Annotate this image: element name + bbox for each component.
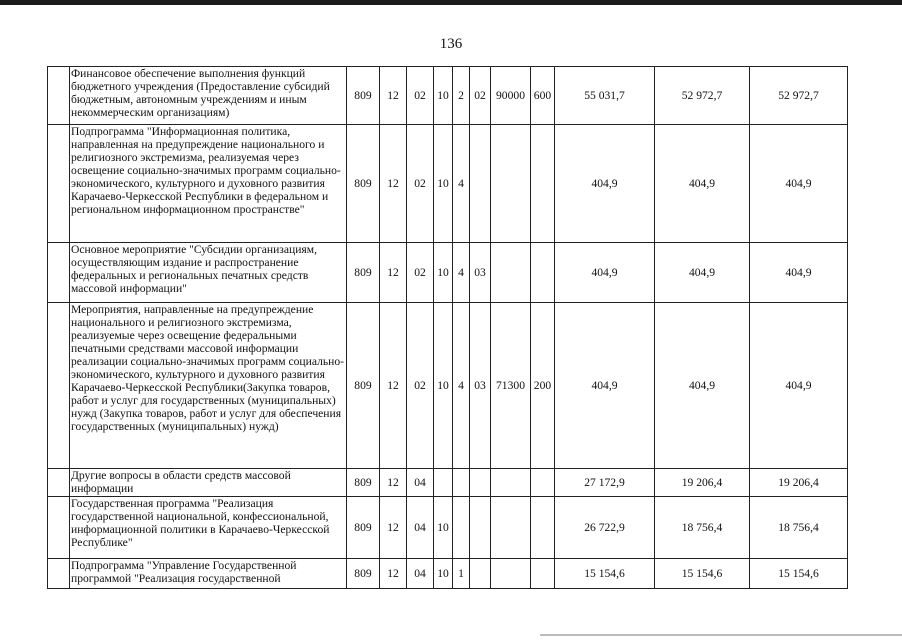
code-cell: 12 (380, 67, 407, 125)
code-cell: 12 (380, 497, 407, 559)
code-cell: 12 (380, 243, 407, 303)
code-cell (491, 469, 531, 497)
code-cell (531, 497, 555, 559)
code-cell: 10 (434, 243, 453, 303)
code-cell (470, 497, 491, 559)
amount-cell: 52 972,7 (655, 67, 750, 125)
bottom-scan-line (540, 634, 902, 636)
code-cell (434, 469, 453, 497)
amount-cell: 404,9 (655, 303, 750, 469)
code-cell: 809 (347, 303, 380, 469)
code-cell: 809 (347, 67, 380, 125)
table-row (48, 243, 848, 303)
code-cell: 10 (434, 67, 453, 125)
code-cell (491, 125, 531, 243)
code-cell: 12 (380, 559, 407, 589)
amount-cell: 404,9 (555, 303, 655, 469)
row-name-cell: Мероприятия, направленные на предупреждение национального и религиозного экстремизма, реализуемые через освещение федеральными печатными средствами массовой информации реализации социально-значимых программ социально-экономического, культурного и духовного развития Карачаево-Черкесской Республики(Закупка товаров, работ и услуг для государственных (муниципальных) нужд (Закупка товаров, работ и услуг для обеспечения государственных (муниципальных) нужд) (70, 303, 347, 469)
table-row (48, 469, 848, 497)
amount-cell: 404,9 (555, 125, 655, 243)
code-cell: 809 (347, 469, 380, 497)
code-cell: 04 (407, 497, 434, 559)
code-cell (531, 125, 555, 243)
empty-cell (48, 125, 70, 243)
code-cell (531, 559, 555, 589)
code-cell: 04 (407, 469, 434, 497)
code-cell: 02 (407, 125, 434, 243)
code-cell (470, 559, 491, 589)
amount-cell: 15 154,6 (655, 559, 750, 589)
code-cell (531, 243, 555, 303)
amount-cell: 404,9 (555, 243, 655, 303)
amount-cell: 15 154,6 (750, 559, 848, 589)
row-name-cell: Подпрограмма "Управление Государственной программой "Реализация государственной (70, 559, 347, 589)
amount-cell: 18 756,4 (655, 497, 750, 559)
amount-cell: 55 031,7 (555, 67, 655, 125)
amount-cell: 18 756,4 (750, 497, 848, 559)
code-cell: 12 (380, 303, 407, 469)
code-cell: 4 (453, 125, 470, 243)
code-cell (470, 125, 491, 243)
table-row (48, 497, 848, 559)
empty-cell (48, 303, 70, 469)
code-cell: 809 (347, 125, 380, 243)
code-cell: 10 (434, 559, 453, 589)
table-row (48, 559, 848, 589)
amount-cell: 26 722,9 (555, 497, 655, 559)
empty-cell (48, 559, 70, 589)
amount-cell: 19 206,4 (655, 469, 750, 497)
amount-cell: 404,9 (750, 303, 848, 469)
code-cell: 02 (407, 303, 434, 469)
top-border-line (0, 0, 902, 5)
code-cell: 809 (347, 559, 380, 589)
empty-cell (48, 67, 70, 125)
amount-cell: 404,9 (750, 125, 848, 243)
amount-cell: 52 972,7 (750, 67, 848, 125)
empty-cell (48, 469, 70, 497)
table-row (48, 303, 848, 469)
code-cell: 809 (347, 243, 380, 303)
row-name-cell: Подпрограмма "Информационная политика, направленная на предупреждение национального и религиозного экстремизма, реализуемая через освещение социально-значимых программ социально-экономического, культурного и духовного развития Карачаево-Черкесской Республики в федеральном и региональном информационном пространстве" (70, 125, 347, 243)
code-cell (491, 559, 531, 589)
code-cell: 4 (453, 243, 470, 303)
row-name-cell: Другие вопросы в области средств массовой информации (70, 469, 347, 497)
amount-cell: 27 172,9 (555, 469, 655, 497)
table-row (48, 67, 848, 125)
code-cell: 600 (531, 67, 555, 125)
row-name-cell: Основное мероприятие "Субсидии организациям, осуществляющим издание и распространение федеральных и региональных печатных средств массовой информации" (70, 243, 347, 303)
amount-cell: 19 206,4 (750, 469, 848, 497)
code-cell: 200 (531, 303, 555, 469)
code-cell: 2 (453, 67, 470, 125)
code-cell: 809 (347, 497, 380, 559)
code-cell: 12 (380, 469, 407, 497)
code-cell: 02 (407, 67, 434, 125)
code-cell: 10 (434, 303, 453, 469)
page-number: 136 (439, 36, 463, 52)
code-cell: 10 (434, 125, 453, 243)
code-cell: 04 (407, 559, 434, 589)
code-cell: 12 (380, 125, 407, 243)
code-cell (531, 469, 555, 497)
code-cell (453, 469, 470, 497)
row-name-cell: Государственная программа "Реализация государственной национальной, конфессиональной, информационной политики в Карачаево-Черкесской Республике" (70, 497, 347, 559)
code-cell: 10 (434, 497, 453, 559)
amount-cell: 404,9 (655, 125, 750, 243)
code-cell: 1 (453, 559, 470, 589)
code-cell: 03 (470, 243, 491, 303)
empty-cell (48, 243, 70, 303)
code-cell: 4 (453, 303, 470, 469)
row-name-cell: Финансовое обеспечение выполнения функций бюджетного учреждения (Предоставление субсидий бюджетным, автономным учреждениям и иным некоммерческим организациям) (70, 67, 347, 125)
code-cell: 02 (407, 243, 434, 303)
code-cell (491, 497, 531, 559)
code-cell: 71300 (491, 303, 531, 469)
budget-table (47, 66, 848, 589)
empty-cell (48, 497, 70, 559)
amount-cell: 404,9 (655, 243, 750, 303)
code-cell: 90000 (491, 67, 531, 125)
code-cell: 02 (470, 67, 491, 125)
code-cell: 03 (470, 303, 491, 469)
table-row (48, 125, 848, 243)
code-cell (491, 243, 531, 303)
code-cell (470, 469, 491, 497)
amount-cell: 404,9 (750, 243, 848, 303)
code-cell (453, 497, 470, 559)
amount-cell: 15 154,6 (555, 559, 655, 589)
